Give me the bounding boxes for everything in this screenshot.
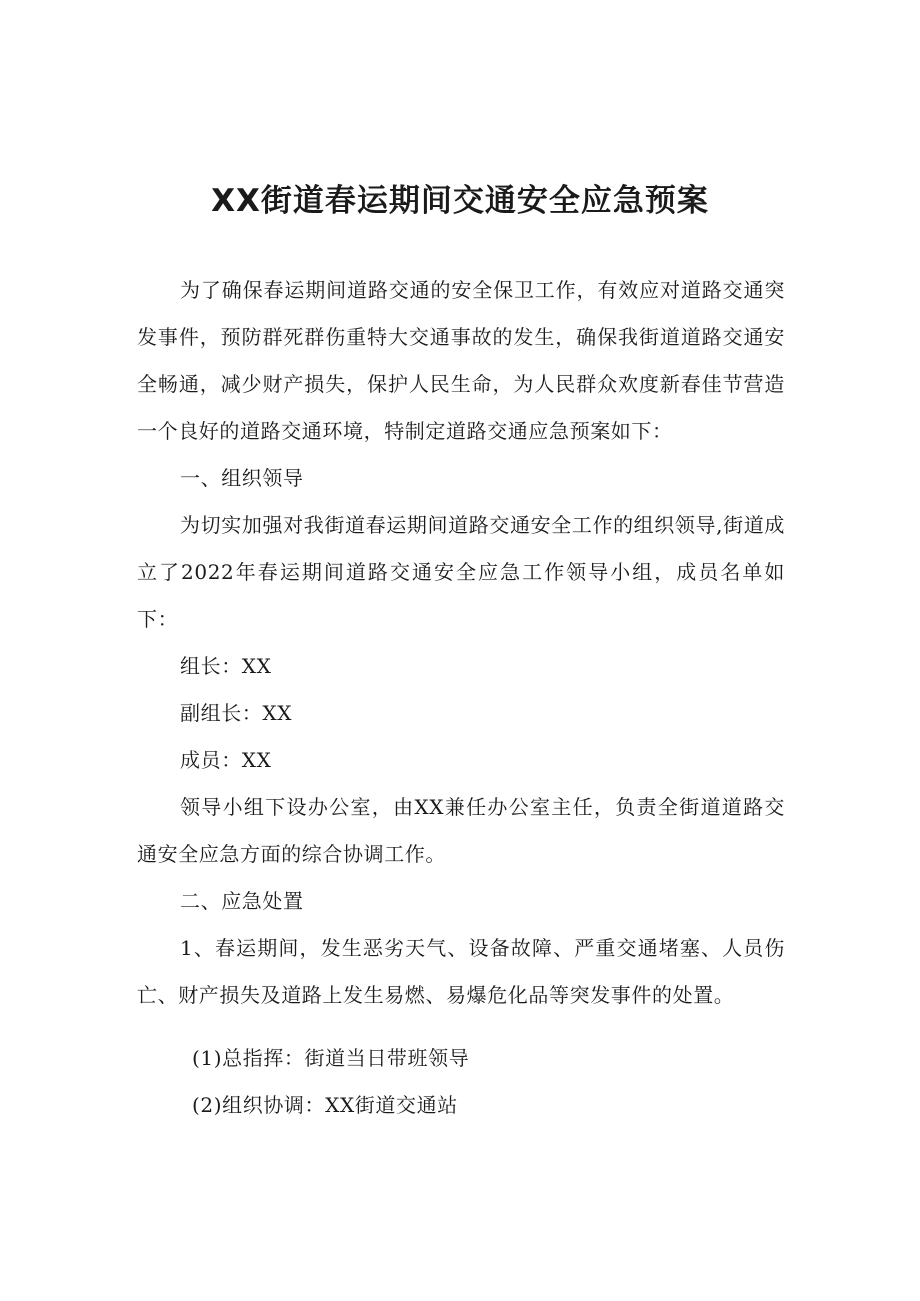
organization-intro-paragraph: 为切实加强对我街道春运期间道路交通安全工作的组织领导,街道成立了2022年春运期间道路交通安全应急工作领导小组，成员名单如下：: [137, 513, 785, 631]
section-heading-organization: 一、组织领导: [180, 466, 304, 490]
office-paragraph: 领导小组下设办公室，由XX兼任办公室主任，负责全街道道路交通安全应急方面的综合协调工作。: [137, 795, 785, 866]
sub-item-1: (1)总指挥：街道当日带班领导: [192, 1046, 470, 1070]
item-1-paragraph: 1、春运期间，发生恶劣天气、设备故障、严重交通堵塞、人员伤亡、财产损失及道路上发生易燃、易爆危化品等突发事件的处置。: [137, 936, 785, 1007]
leader-line: 组长：XX: [180, 654, 272, 678]
sub-item-2: (2)组织协调：XX街道交通站: [192, 1093, 458, 1117]
section-heading-emergency: 二、应急处置: [180, 889, 304, 913]
members-line: 成员：XX: [180, 748, 272, 772]
vice-leader-line: 副组长：XX: [180, 701, 293, 725]
document-title: XX街道春运期间交通安全应急预案: [211, 183, 709, 219]
intro-paragraph: 为了确保春运期间道路交通的安全保卫工作，有效应对道路交通突发事件，预防群死群伤重特大交通事故的发生，确保我街道道路交通安全畅通，减少财产损失，保护人民生命，为人民群众欢度新春佳节营造一个良好的道路交通环境，特制定道路交通应急预案如下：: [137, 278, 785, 443]
